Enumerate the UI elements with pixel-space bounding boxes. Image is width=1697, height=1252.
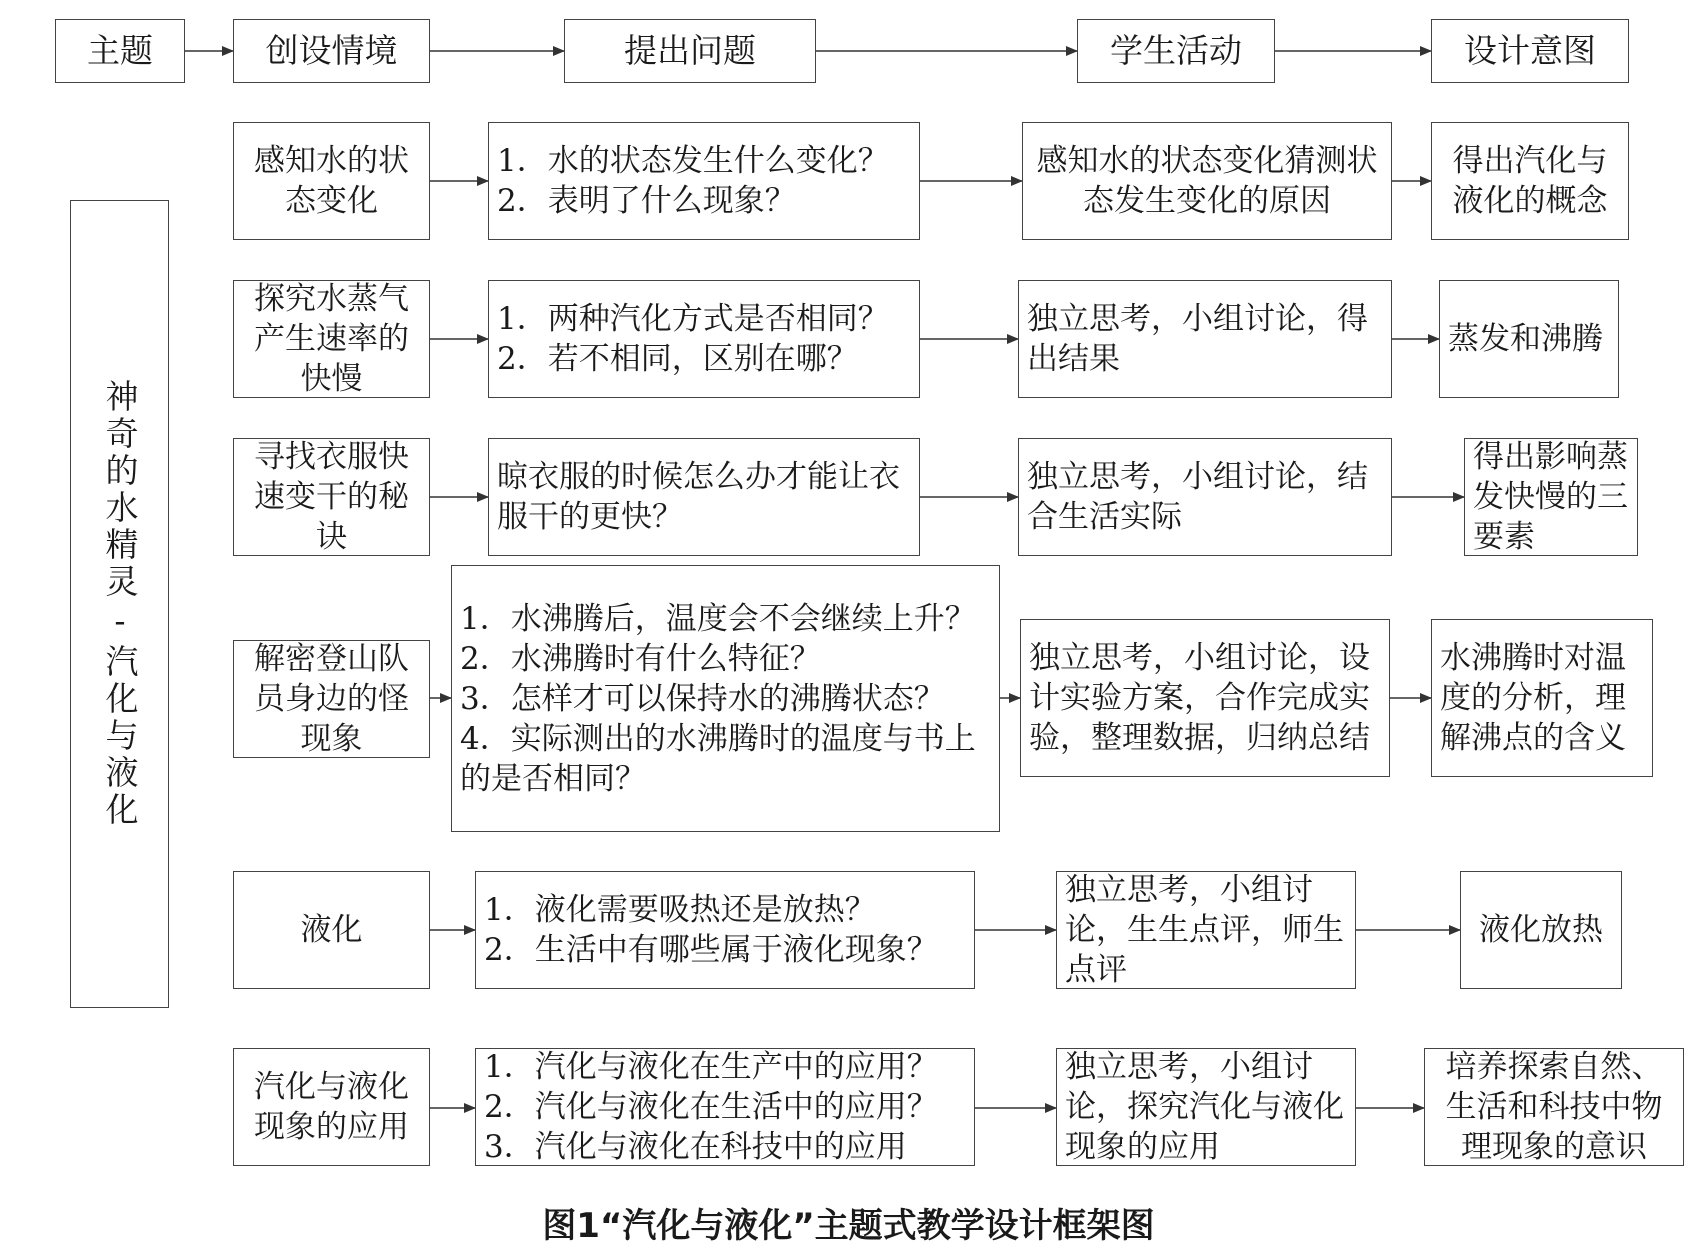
row5-situation: 液化 xyxy=(233,871,430,989)
row6-activity: 独立思考，小组讨论，探究汽化与液化现象的应用 xyxy=(1056,1048,1356,1166)
row2-activity: 独立思考，小组讨论，得出结果 xyxy=(1018,280,1392,398)
row1-questions: 1．水的状态发生什么变化？ 2．表明了什么现象？ xyxy=(488,122,920,240)
row4-questions: 1．水沸腾后，温度会不会继续上升？ 2．水沸腾时有什么特征？ 3．怎样才可以保持水的沸腾状态？ 4．实际测出的水沸腾时的温度与书上的是否相同？ xyxy=(451,565,1000,832)
header-question: 提出问题 xyxy=(564,19,816,83)
header-situation: 创设情境 xyxy=(233,19,430,83)
row3-activity: 独立思考，小组讨论，结合生活实际 xyxy=(1018,438,1392,556)
row6-intent: 培养探索自然、生活和科技中物理现象的意识 xyxy=(1424,1048,1684,1166)
header-activity: 学生活动 xyxy=(1077,19,1275,83)
row4-situation: 解密登山队员身边的怪现象 xyxy=(233,640,430,758)
row5-questions: 1．液化需要吸热还是放热？ 2．生活中有哪些属于液化现象？ xyxy=(475,871,975,989)
header-intent: 设计意图 xyxy=(1431,19,1629,83)
row1-situation: 感知水的状态变化 xyxy=(233,122,430,240)
header-topic: 主题 xyxy=(55,19,185,83)
row2-situation: 探究水蒸气产生速率的快慢 xyxy=(233,280,430,398)
row4-activity: 独立思考，小组讨论，设计实验方案，合作完成实验，整理数据，归纳总结 xyxy=(1020,619,1390,777)
row1-intent: 得出汽化与液化的概念 xyxy=(1431,122,1629,240)
row6-questions: 1．汽化与液化在生产中的应用？ 2．汽化与液化在生活中的应用？ 3．汽化与液化在科技中的应用 xyxy=(475,1048,975,1166)
row2-intent: 蒸发和沸腾 xyxy=(1439,280,1619,398)
row3-situation: 寻找衣服快速变干的秘诀 xyxy=(233,438,430,556)
row5-activity: 独立思考，小组讨论，生生点评，师生点评 xyxy=(1056,871,1356,989)
row1-activity: 感知水的状态变化猜测状态发生变化的原因 xyxy=(1022,122,1392,240)
theme-box: 神奇的水精灵-汽化与液化 xyxy=(70,200,169,1008)
figure-caption: 图1“汽化与液化”主题式教学设计框架图 xyxy=(542,1206,1155,1246)
row6-situation: 汽化与液化现象的应用 xyxy=(233,1048,430,1166)
row2-questions: 1．两种汽化方式是否相同？ 2．若不相同，区别在哪？ xyxy=(488,280,920,398)
row4-intent: 水沸腾时对温度的分析，理解沸点的含义 xyxy=(1431,619,1653,777)
row3-intent: 得出影响蒸发快慢的三要素 xyxy=(1464,438,1638,556)
row5-intent: 液化放热 xyxy=(1460,871,1622,989)
row3-questions: 晾衣服的时候怎么办才能让衣服干的更快？ xyxy=(488,438,920,556)
